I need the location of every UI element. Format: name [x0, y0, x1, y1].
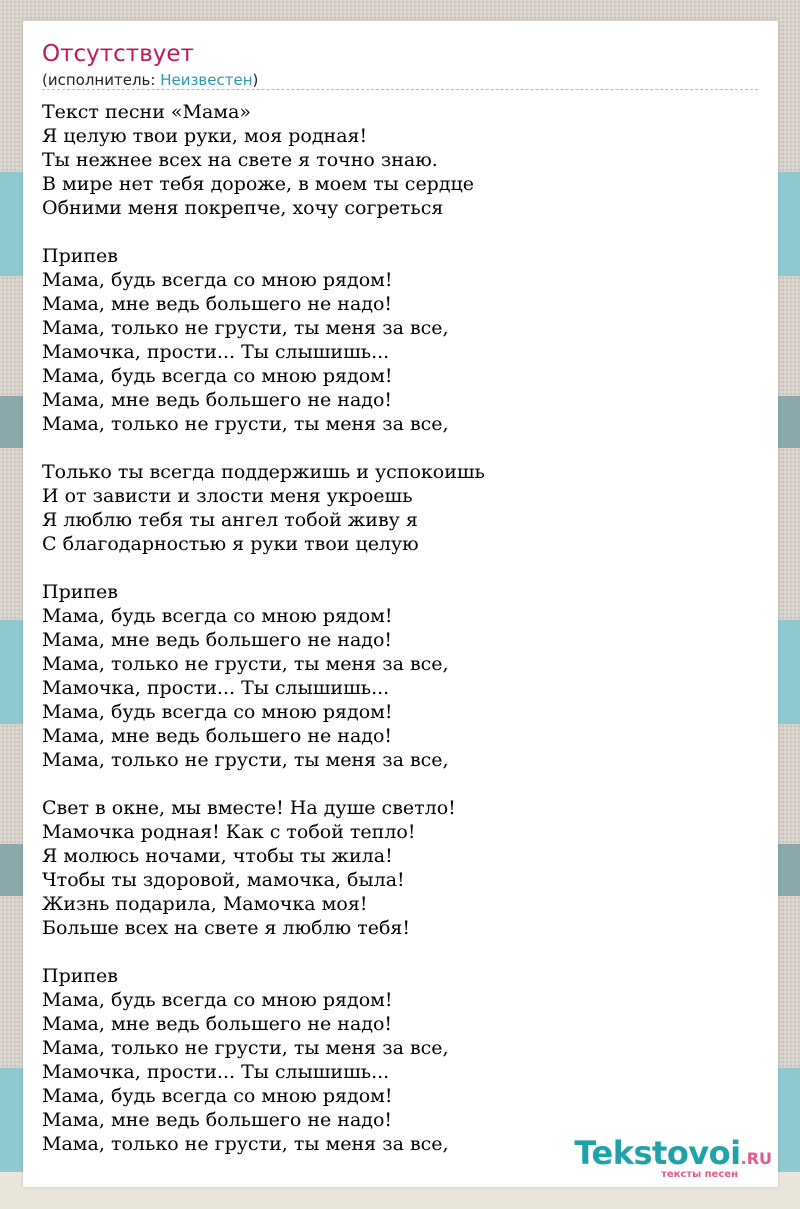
lyric-line: Мама, мне ведь большего не надо! [42, 293, 393, 315]
lyric-line: Мамочка родная! Как с тобой тепло! [42, 821, 416, 843]
lyric-line: Я люблю тебя ты ангел тобой живу я [42, 509, 418, 531]
logo-domain: .RU [740, 1149, 772, 1168]
lyric-line: Текст песни «Мама» [42, 101, 252, 123]
lyric-line: Мама, будь всегда со мною рядом! [42, 605, 393, 627]
lyric-line: Только ты всегда поддержишь и успокоишь [42, 461, 485, 483]
artist-line [42, 71, 258, 89]
lyric-line: Больше всех на свете я люблю тебя! [42, 917, 411, 939]
lyric-line: Жизнь подарила, Мамочка моя! [42, 893, 368, 915]
lyric-line: Мамочка, прости... Ты слышишь... [42, 1061, 390, 1083]
artist-link[interactable]: Неизвестен [160, 71, 253, 89]
lyric-line: Мамочка, прости... Ты слышишь... [42, 677, 390, 699]
lyric-line: Припев [42, 581, 118, 603]
verse-block [42, 460, 762, 556]
lyric-line: Свет в окне, мы вместе! На душе светло! [42, 797, 456, 819]
lyric-line: Припев [42, 245, 118, 267]
lyric-line: Я молюсь ночами, чтобы ты жила! [42, 845, 393, 867]
artist-prefix: (исполнитель: [42, 71, 161, 89]
stanza-gap [42, 940, 762, 964]
lyric-line: Мама, будь всегда со мною рядом! [42, 701, 393, 723]
lyrics-text [42, 100, 762, 1156]
artist-suffix: ) [252, 71, 259, 89]
lyric-line: Мама, только не грусти, ты меня за все, [42, 653, 449, 675]
lyric-line: Мама, только не грусти, ты меня за все, [42, 1133, 449, 1155]
lyric-line: Я целую твои руки, моя родная! [42, 125, 368, 147]
logo-name: Tekstovoi [574, 1134, 741, 1172]
lyric-line: Обними меня покрепче, хочу согреться [42, 197, 444, 219]
lyric-line: Мама, будь всегда со мною рядом! [42, 365, 393, 387]
stanza-gap [42, 220, 762, 244]
lyric-line: Мама, мне ведь большего не надо! [42, 1109, 393, 1131]
lyric-line: Мама, мне ведь большего не надо! [42, 389, 393, 411]
chorus-block [42, 244, 762, 436]
lyric-line: Мама, только не грусти, ты меня за все, [42, 413, 449, 435]
lyric-line: Чтобы ты здоровой, мамочка, была! [42, 869, 405, 891]
stanza-gap [42, 556, 762, 580]
song-title: Отсутствует [42, 41, 194, 67]
logo-tagline: тексты песен [661, 1169, 738, 1180]
lyric-line: Мама, будь всегда со мною рядом! [42, 269, 393, 291]
lyric-line: В мире нет тебя дороже, в моем ты сердце [42, 173, 475, 195]
site-logo[interactable] [574, 1134, 772, 1181]
lyric-line: Мама, будь всегда со мною рядом! [42, 1085, 393, 1107]
lyric-line: Припев [42, 965, 118, 987]
header-divider [42, 89, 758, 90]
lyric-line: Мама, только не грусти, ты меня за все, [42, 1037, 449, 1059]
verse-block [42, 796, 762, 940]
lyric-line: Мама, мне ведь большего не надо! [42, 629, 393, 651]
lyric-line: Мама, мне ведь большего не надо! [42, 1013, 393, 1035]
lyrics-card [23, 21, 778, 1187]
stanza-gap [42, 772, 762, 796]
stanza-gap [42, 436, 762, 460]
lyric-line: Мама, только не грусти, ты меня за все, [42, 317, 449, 339]
lyric-line: Мама, только не грусти, ты меня за все, [42, 749, 449, 771]
lyric-line: Мамочка, прости... Ты слышишь... [42, 341, 390, 363]
lyric-line: С благодарностью я руки твои целую [42, 533, 419, 555]
lyric-line: И от зависти и злости меня укроешь [42, 485, 413, 507]
logo-wordmark [574, 1134, 772, 1172]
lyric-line: Мама, мне ведь большего не надо! [42, 725, 393, 747]
lyric-line: Ты нежнее всех на свете я точно знаю. [42, 149, 438, 171]
verse-block [42, 100, 762, 220]
chorus-block [42, 964, 762, 1156]
chorus-block [42, 580, 762, 772]
lyric-line: Мама, будь всегда со мною рядом! [42, 989, 393, 1011]
